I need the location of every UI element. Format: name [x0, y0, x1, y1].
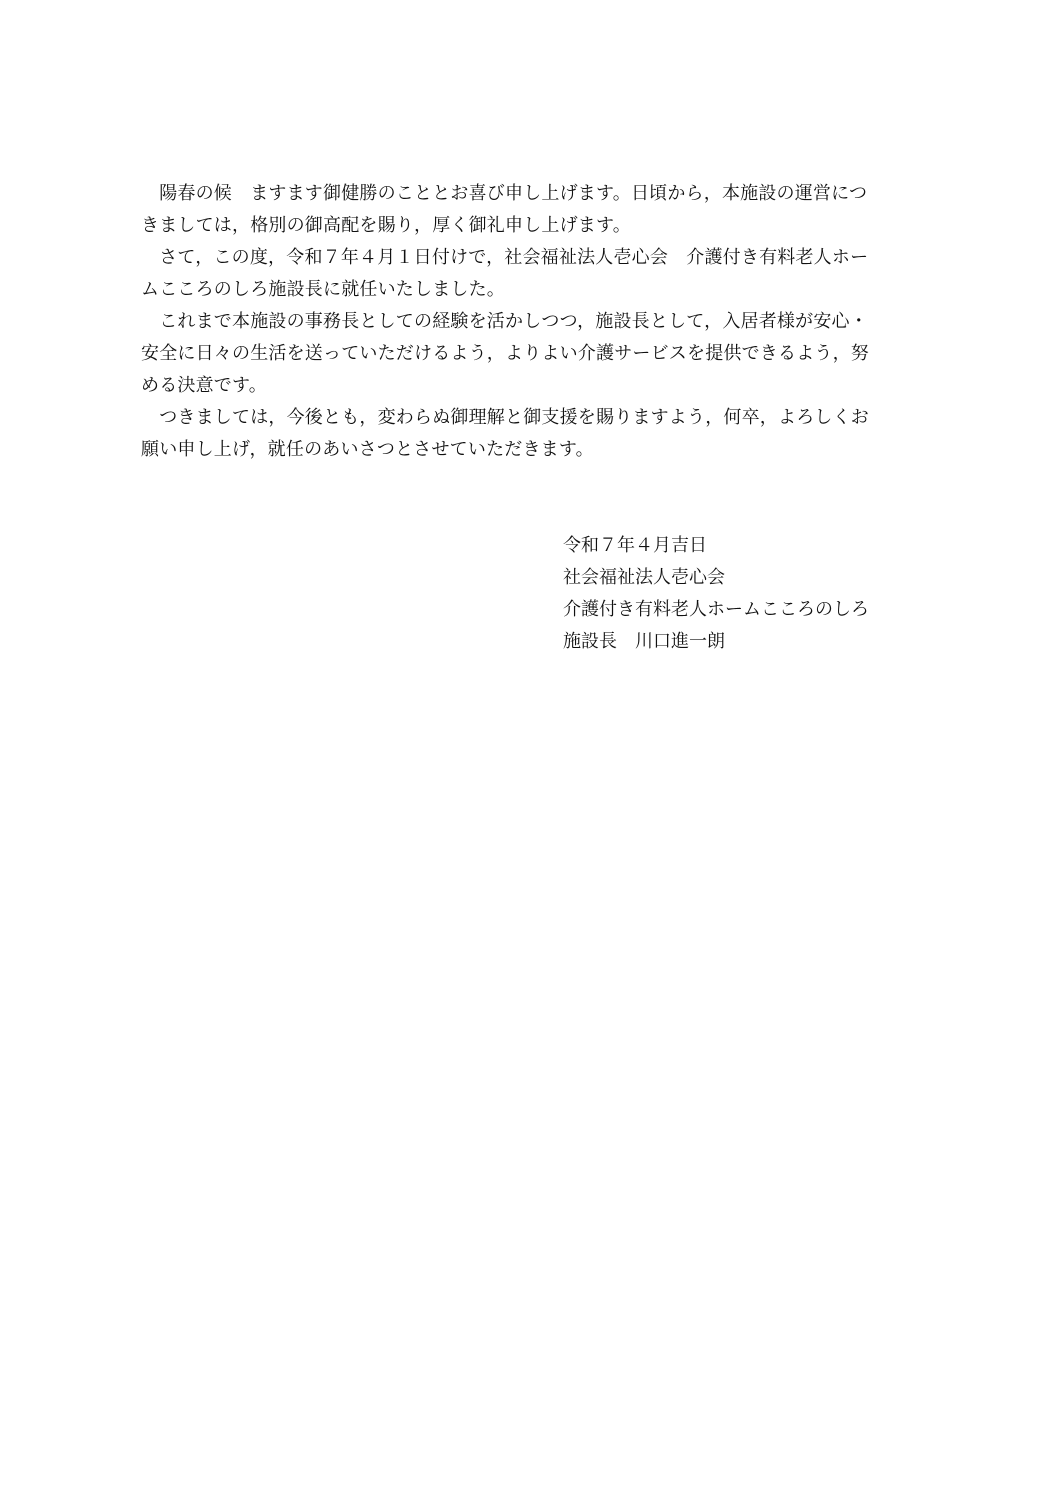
letter-line: これまで本施設の事務長としての経験を活かしつつ，施設長として，入居者様が安心・ — [141, 311, 868, 332]
letter-line: める決意です。 — [141, 375, 267, 396]
letter-line: つきましては，今後とも，変わらぬ御理解と御支援を賜りますよう，何卒，よろしくお — [141, 407, 869, 428]
letter-line: ムこころのしろ施設長に就任いたしました。 — [141, 279, 505, 300]
letter-line: きましては，格別の御高配を賜り，厚く御礼申し上げます。 — [141, 215, 631, 236]
letter-body — [141, 178, 921, 466]
letter-line: さて，この度，令和７年４月１日付けで，社会福祉法人壱心会 介護付き有料老人ホー — [141, 247, 869, 268]
signature-signer: 施設長 川口進一朗 — [563, 631, 725, 652]
letter-line: 安全に日々の生活を送っていただけるよう，よりよい介護サービスを提供できるよう，努 — [141, 343, 869, 364]
signature-date: 令和７年４月吉日 — [563, 535, 707, 556]
signature-facility: 介護付き有料老人ホームこころのしろ — [563, 599, 869, 620]
signature-organization: 社会福祉法人壱心会 — [563, 567, 725, 588]
letter-line: 陽春の候 ますます御健勝のこととお喜び申し上げます。日頃から，本施設の運営につ — [141, 183, 868, 204]
signature-block — [563, 530, 983, 658]
letter-line: 願い申し上げ，就任のあいさつとさせていただきます。 — [141, 439, 594, 460]
